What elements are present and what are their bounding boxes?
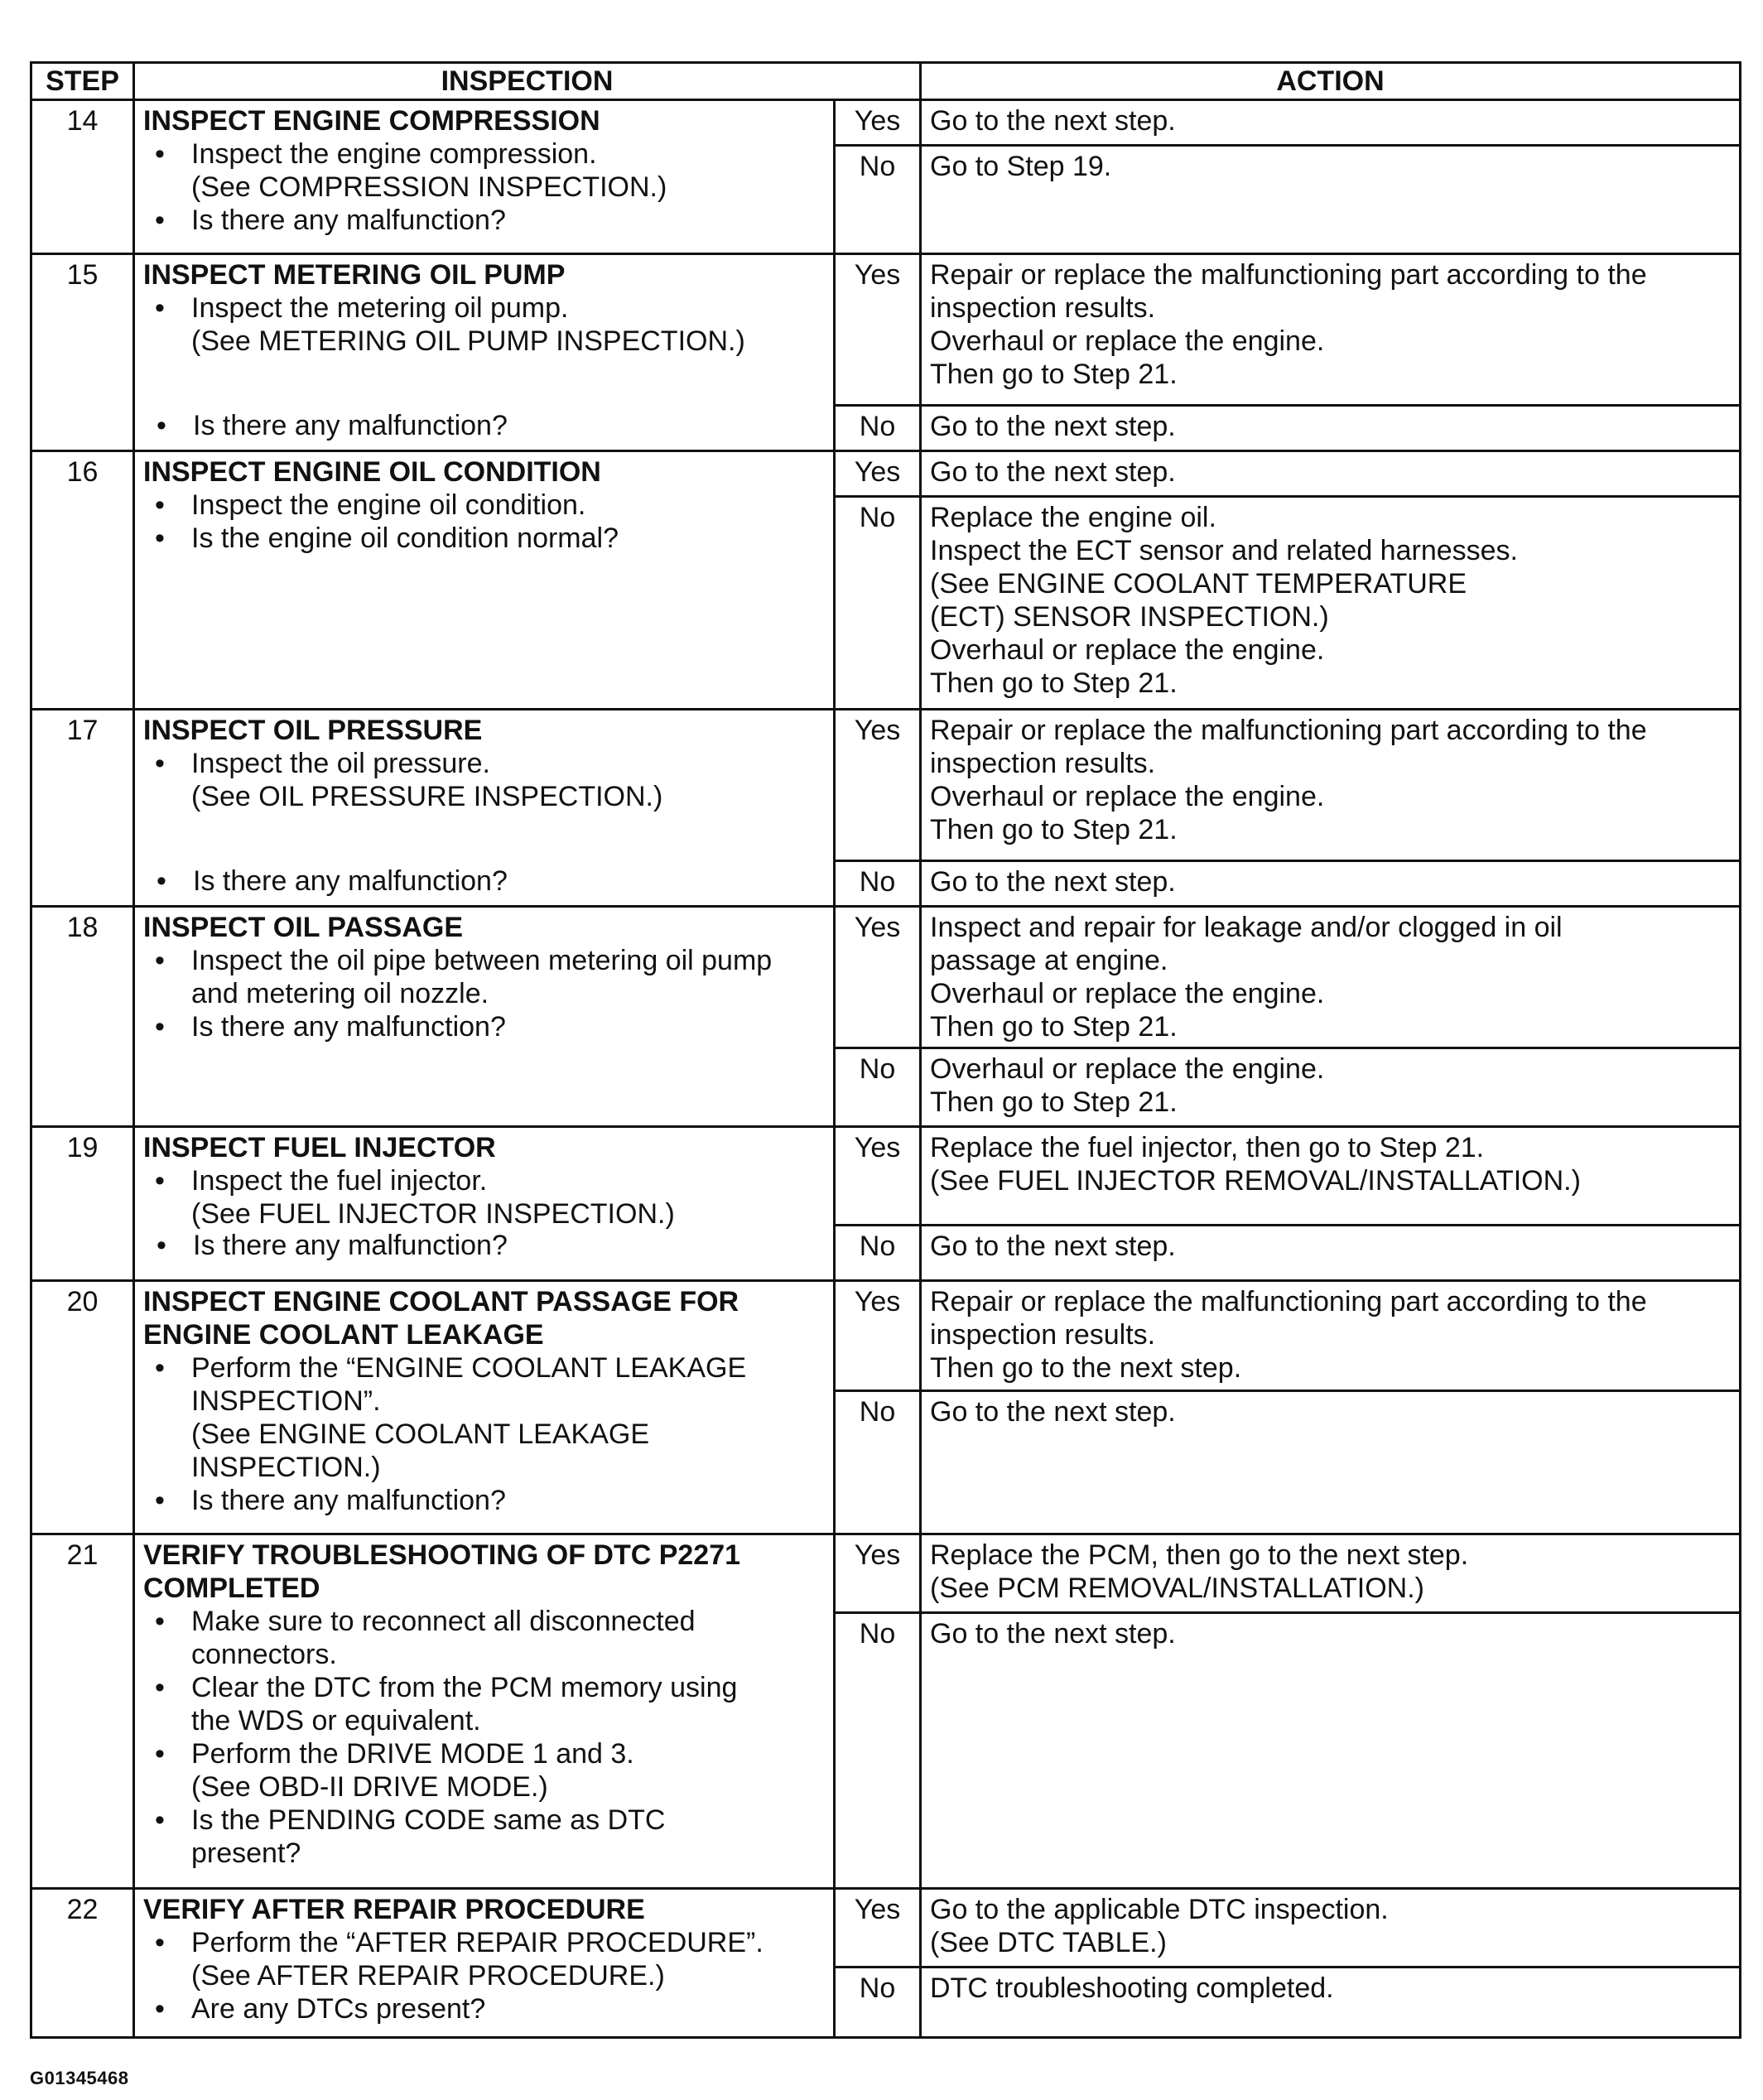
bullet-item	[143, 291, 825, 358]
inspection-cell	[134, 254, 835, 451]
bullet-list	[143, 747, 825, 813]
step-number: 15	[31, 254, 134, 451]
table-row	[31, 710, 1741, 861]
bullet-item	[143, 747, 825, 813]
bullet-item-line: • Inspect the engine oil condition.	[191, 489, 586, 521]
no-action-line: Replace the engine oil.	[930, 502, 1216, 533]
bullet-item	[143, 1926, 825, 1992]
yes-action-line: Overhaul or replace the engine.	[930, 781, 1325, 812]
bullet-list	[143, 291, 825, 358]
bullet-item-line: • Is there any malfunction?	[191, 205, 506, 236]
no-action-line: Go to Step 19.	[930, 151, 1112, 182]
bullet-list-lower	[145, 865, 823, 898]
bullet-list	[143, 1605, 825, 1870]
inspection-title	[143, 714, 825, 747]
no-action-line: Go to the next step.	[930, 1396, 1176, 1428]
yes-action-line: inspection results.	[930, 748, 1156, 779]
bullet-item	[143, 1804, 825, 1870]
bullet-item-line: • Is there any malfunction?	[191, 1485, 506, 1516]
inspection-cell	[134, 1889, 835, 2038]
no-action	[921, 1048, 1741, 1127]
bullet-item-line: present?	[191, 1838, 301, 1869]
inspection-title-line: COMPLETED	[143, 1573, 320, 1604]
bullet-item-line: (See OIL PRESSURE INSPECTION.)	[191, 781, 663, 812]
no-action-line: Go to the next step.	[930, 411, 1176, 442]
yes-action	[921, 100, 1741, 146]
inspection-title-line: INSPECT ENGINE COOLANT PASSAGE FOR	[143, 1286, 739, 1317]
yes-action-line: inspection results.	[930, 292, 1156, 324]
bullet-item-line: • Perform the “ENGINE COOLANT LEAKAGE	[191, 1352, 747, 1384]
no-label: No	[835, 1391, 921, 1534]
table-row	[31, 1534, 1741, 1613]
inspection-title-line: ENGINE COOLANT LEAKAGE	[143, 1319, 544, 1351]
bullet-item	[143, 204, 825, 237]
bullet-item	[143, 944, 825, 1010]
bullet-item	[143, 1010, 825, 1043]
yes-label: Yes	[835, 1534, 921, 1613]
no-action	[921, 406, 1741, 451]
yes-action-line: Inspect and repair for leakage and/or clogged in oil	[930, 912, 1563, 943]
bullet-item-line: (See METERING OIL PUMP INSPECTION.)	[191, 325, 745, 357]
bullet-item-line: • Perform the “AFTER REPAIR PROCEDURE”.	[191, 1927, 763, 1958]
no-action-line: Then go to Step 21.	[930, 1086, 1178, 1118]
yes-action	[921, 710, 1741, 861]
bullet-item-line: (See AFTER REPAIR PROCEDURE.)	[191, 1960, 665, 1992]
no-action	[921, 1391, 1741, 1534]
yes-action-line: Overhaul or replace the engine.	[930, 325, 1325, 357]
bullet-item	[143, 1992, 825, 2025]
yes-action-line: Then go to Step 21.	[930, 814, 1178, 845]
troubleshooting-table	[30, 61, 1741, 2039]
inspection-title-line: VERIFY TROUBLESHOOTING OF DTC P2271	[143, 1539, 741, 1571]
no-action-line: Go to the next step.	[930, 1618, 1176, 1650]
table-body	[31, 100, 1741, 2038]
yes-action-line: Then go to Step 21.	[930, 1011, 1178, 1043]
no-label: No	[835, 406, 921, 451]
bullet-item-line: INSPECTION”.	[191, 1385, 381, 1417]
no-action-line: Overhaul or replace the engine.	[930, 1053, 1325, 1085]
yes-action-line: Repair or replace the malfunctioning part according to the	[930, 1286, 1647, 1317]
bullet-list	[143, 1926, 825, 2025]
inspection-cell	[134, 1281, 835, 1534]
header-action: ACTION	[921, 63, 1741, 100]
bullet-list-lower	[145, 409, 823, 442]
step-number: 20	[31, 1281, 134, 1534]
yes-action-line: Go to the applicable DTC inspection.	[930, 1894, 1389, 1925]
inspection-cell	[134, 710, 835, 907]
inspection-cell	[134, 907, 835, 1127]
inspection-title	[143, 911, 825, 944]
bullet-item-line: (See OBD-II DRIVE MODE.)	[191, 1771, 548, 1803]
yes-action	[921, 254, 1741, 406]
step-number: 19	[31, 1127, 134, 1281]
no-action	[921, 497, 1741, 710]
inspection-title-line: INSPECT FUEL INJECTOR	[143, 1132, 496, 1163]
inspection-title	[143, 104, 825, 137]
yes-action-line: (See FUEL INJECTOR REMOVAL/INSTALLATION.)	[930, 1165, 1581, 1197]
yes-label: Yes	[835, 710, 921, 861]
yes-action	[921, 1281, 1741, 1391]
inspection-title-line: INSPECT OIL PRESSURE	[143, 715, 483, 746]
table-row	[31, 1281, 1741, 1391]
yes-action-line: inspection results.	[930, 1319, 1156, 1351]
inspection-title-line: INSPECT METERING OIL PUMP	[143, 259, 566, 291]
bullet-item-line: • Inspect the metering oil pump.	[191, 292, 569, 324]
bullet-item	[143, 1737, 825, 1804]
inspection-cell	[134, 1534, 835, 1889]
yes-action-line: Then go to the next step.	[930, 1352, 1242, 1384]
inspection-cell	[134, 451, 835, 710]
no-label: No	[835, 1968, 921, 2038]
bullet-item-line: • Inspect the oil pressure.	[191, 748, 490, 779]
inspection-title	[143, 1131, 825, 1164]
no-label: No	[835, 1226, 921, 1281]
bullet-item-line: • Is the engine oil condition normal?	[191, 523, 619, 554]
bullet-list	[143, 489, 825, 555]
no-action	[921, 1226, 1741, 1281]
no-action-line: (ECT) SENSOR INSPECTION.)	[930, 601, 1329, 633]
no-action-line: Inspect the ECT sensor and related harnesses.	[930, 535, 1518, 566]
bullet-item-line: and metering oil nozzle.	[191, 978, 489, 1009]
no-label: No	[835, 1048, 921, 1127]
bullet-list	[143, 137, 825, 237]
troubleshooting-table-wrapper	[30, 61, 1739, 2039]
bullet-list	[143, 944, 825, 1043]
yes-action-line: Go to the next step.	[930, 105, 1176, 137]
step-number: 18	[31, 907, 134, 1127]
table-row	[31, 1889, 1741, 1968]
bullet-item	[143, 489, 825, 522]
bullet-item	[143, 1351, 825, 1484]
yes-action-line: passage at engine.	[930, 945, 1168, 976]
yes-label: Yes	[835, 451, 921, 497]
bullet-item-line: • Is there any malfunction?	[193, 865, 508, 897]
no-label: No	[835, 497, 921, 710]
yes-action	[921, 1889, 1741, 1968]
yes-action	[921, 1127, 1741, 1226]
bullet-item	[145, 1229, 823, 1262]
inspection-title	[143, 258, 825, 291]
bullet-item-line: • Inspect the engine compression.	[191, 138, 597, 170]
bullet-item	[143, 1605, 825, 1671]
bullet-item-line: • Clear the DTC from the PCM memory using	[191, 1672, 738, 1703]
bullet-item-line: (See ENGINE COOLANT LEAKAGE	[191, 1418, 649, 1450]
bullet-item	[143, 522, 825, 555]
bullet-item-line: • Is there any malfunction?	[191, 1011, 506, 1043]
no-action	[921, 861, 1741, 907]
bullet-list-lower	[145, 1229, 823, 1262]
inspection-title-line: INSPECT OIL PASSAGE	[143, 912, 464, 943]
table-row	[31, 1127, 1741, 1226]
no-action-line: Go to the next step.	[930, 866, 1176, 898]
no-action-line: DTC troubleshooting completed.	[930, 1972, 1334, 2004]
bullet-list	[143, 1164, 825, 1231]
bullet-item-line: • Is the PENDING CODE same as DTC	[191, 1804, 666, 1836]
bullet-item-line: the WDS or equivalent.	[191, 1705, 481, 1736]
bullet-item-line: • Make sure to reconnect all disconnected	[191, 1606, 696, 1637]
table-row	[31, 907, 1741, 1048]
bullet-list	[143, 1351, 825, 1517]
bullet-item	[143, 137, 825, 204]
inspection-cell	[134, 1127, 835, 1281]
bullet-item-line: • Is there any malfunction?	[193, 410, 508, 441]
yes-label: Yes	[835, 254, 921, 406]
bullet-item	[143, 1671, 825, 1737]
inspection-title-line: VERIFY AFTER REPAIR PROCEDURE	[143, 1894, 645, 1925]
no-action-line: Go to the next step.	[930, 1231, 1176, 1262]
bullet-item-line: • Is there any malfunction?	[193, 1230, 508, 1261]
yes-action	[921, 451, 1741, 497]
yes-label: Yes	[835, 1889, 921, 1968]
no-action-line: (See ENGINE COOLANT TEMPERATURE	[930, 568, 1467, 600]
table-row	[31, 254, 1741, 406]
header-step: STEP	[31, 63, 134, 100]
yes-action-line: (See PCM REMOVAL/INSTALLATION.)	[930, 1573, 1425, 1604]
yes-label: Yes	[835, 1281, 921, 1391]
bullet-item-line: connectors.	[191, 1639, 337, 1670]
inspection-title	[143, 455, 825, 489]
bullet-item	[145, 865, 823, 898]
yes-action-line: Replace the fuel injector, then go to Step 21.	[930, 1132, 1485, 1163]
header-inspection: INSPECTION	[134, 63, 921, 100]
table-row	[31, 451, 1741, 497]
yes-action	[921, 1534, 1741, 1613]
yes-action	[921, 907, 1741, 1048]
inspection-title-line: INSPECT ENGINE OIL CONDITION	[143, 456, 601, 488]
inspection-title	[143, 1539, 825, 1605]
yes-action-line: Then go to Step 21.	[930, 359, 1178, 390]
table-row	[31, 100, 1741, 146]
yes-label: Yes	[835, 1127, 921, 1226]
bullet-item-line: • Are any DTCs present?	[191, 1993, 486, 2025]
step-number: 17	[31, 710, 134, 907]
bullet-item	[143, 1164, 825, 1231]
no-action	[921, 1613, 1741, 1889]
bullet-item-line: • Perform the DRIVE MODE 1 and 3.	[191, 1738, 634, 1770]
no-label: No	[835, 146, 921, 254]
yes-action-line: Overhaul or replace the engine.	[930, 978, 1325, 1009]
step-number: 14	[31, 100, 134, 254]
no-action	[921, 146, 1741, 254]
bullet-item-line: (See COMPRESSION INSPECTION.)	[191, 171, 667, 203]
yes-label: Yes	[835, 100, 921, 146]
bullet-item	[143, 1484, 825, 1517]
no-action-line: Then go to Step 21.	[930, 667, 1178, 699]
no-label: No	[835, 1613, 921, 1889]
bullet-item	[145, 409, 823, 442]
no-action	[921, 1968, 1741, 2038]
no-action-line: Overhaul or replace the engine.	[930, 634, 1325, 666]
no-label: No	[835, 861, 921, 907]
bullet-item-line: INSPECTION.)	[191, 1452, 381, 1483]
inspection-title	[143, 1893, 825, 1926]
figure-id: G01345468	[30, 2068, 129, 2088]
yes-action-line: (See DTC TABLE.)	[930, 1927, 1167, 1958]
bullet-item-line: • Inspect the fuel injector.	[191, 1165, 488, 1197]
yes-action-line: Go to the next step.	[930, 456, 1176, 488]
step-number: 22	[31, 1889, 134, 2038]
yes-label: Yes	[835, 907, 921, 1048]
yes-action-line: Repair or replace the malfunctioning part according to the	[930, 259, 1647, 291]
inspection-title	[143, 1285, 825, 1351]
yes-action-line: Repair or replace the malfunctioning part according to the	[930, 715, 1647, 746]
bullet-item-line: (See FUEL INJECTOR INSPECTION.)	[191, 1198, 675, 1230]
yes-action-line: Replace the PCM, then go to the next step.	[930, 1539, 1469, 1571]
bullet-item-line: • Inspect the oil pipe between metering oil pump	[191, 945, 773, 976]
inspection-title-line: INSPECT ENGINE COMPRESSION	[143, 105, 600, 137]
step-number: 16	[31, 451, 134, 710]
inspection-cell	[134, 100, 835, 254]
header-row	[31, 63, 1741, 100]
step-number: 21	[31, 1534, 134, 1889]
